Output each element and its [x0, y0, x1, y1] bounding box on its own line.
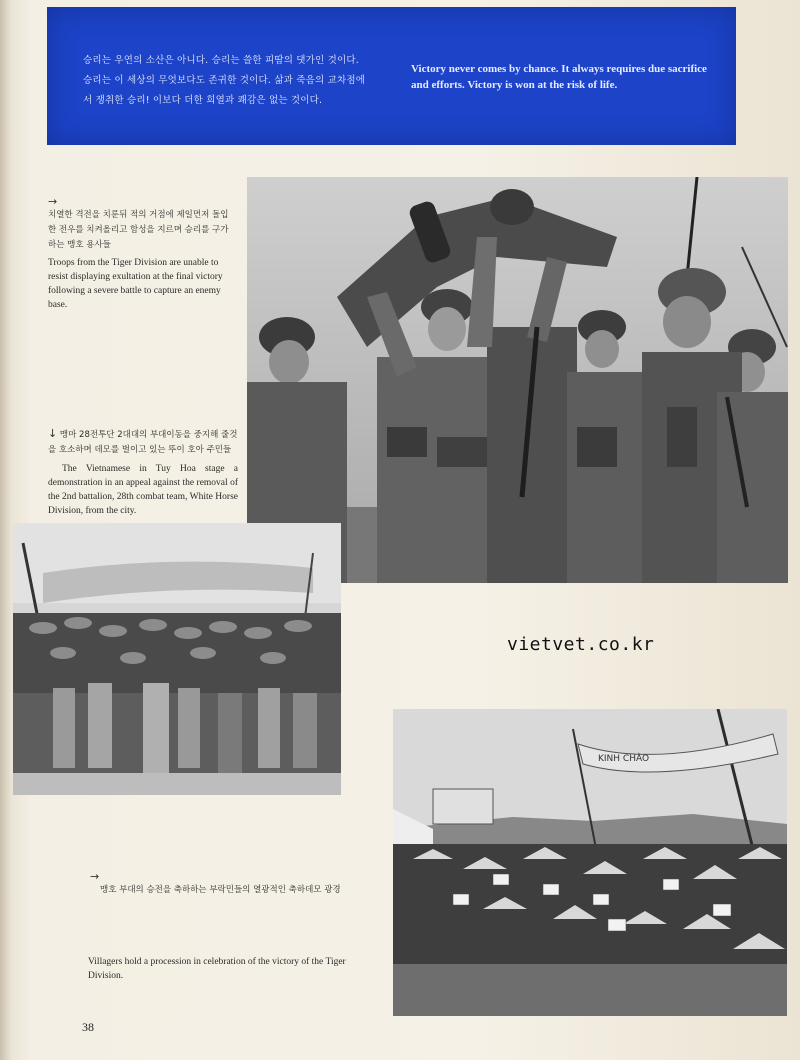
photo-tuy-hoa-villagers — [13, 523, 341, 795]
caption-arrow: → — [48, 195, 58, 208]
caption-korean-text: 맹마 28전투단 2대대의 부대이동을 중지해 줄것을 호소하며 데모를 벌이고 있는 뚜이 호아 주민들 — [48, 430, 238, 455]
procession-banner-text: KINH CHÀO — [598, 754, 650, 764]
banner-korean-text — [83, 51, 403, 111]
villagers-photo-graphic — [13, 523, 341, 795]
caption-arrow: ↓ — [48, 427, 58, 440]
procession-photo-graphic — [393, 709, 787, 1016]
quote-banner — [47, 7, 736, 145]
site-watermark: vietvet.co.kr — [507, 634, 655, 655]
banner-korean-line: 승리는 이 세상의 무엇보다도 존귀한 것이다. 삶과 죽음의 교차점에 — [83, 75, 366, 86]
caption-korean: 치열한 격전을 치룬뒤 적의 거점에 제일먼저 돌입한 전우를 치켜올리고 함성을 지르며 승리를 구가하는 맹호 용사들 — [48, 210, 229, 250]
caption-english: Villagers hold a procession in celebration of the victory of the Tiger Division. — [88, 957, 346, 981]
caption-tiger-division-troops — [48, 195, 236, 312]
photo-villagers-procession — [393, 709, 787, 1016]
caption-tuy-hoa-demonstration — [48, 426, 238, 518]
caption-arrow: → — [90, 870, 100, 883]
banner-english-text: Victory never comes by chance. It always requires due sacrifice and efforts. Victory is won at the risk of life. — [411, 63, 707, 91]
caption-celebration-procession — [90, 870, 390, 898]
caption-korean: 맹호 부대의 승전을 축하하는 부락민들의 열광적인 축하데모 광경 — [100, 885, 341, 895]
page-binding-edge — [0, 0, 12, 1060]
banner-korean-line: 승리는 우연의 소산은 아니다. 승리는 쓸한 피땀의 댓가인 것이다. — [83, 55, 360, 66]
caption-english: Troops from the Tiger Division are unable to resist displaying exultation at the final victory following a severe battle to capture an enemy base. — [48, 258, 223, 310]
page-number: 38 — [82, 1020, 94, 1034]
caption-korean — [48, 426, 238, 458]
caption-english: The Vietnamese in Tuy Hoa stage a demonstration in an appeal against the removal of the 2nd battalion, 28th combat team, White Horse Division, from the city. — [48, 464, 238, 516]
banner-korean-line: 서 쟁취한 승리! 이보다 더한 희열과 쾌감은 없는 것이다. — [83, 95, 323, 106]
